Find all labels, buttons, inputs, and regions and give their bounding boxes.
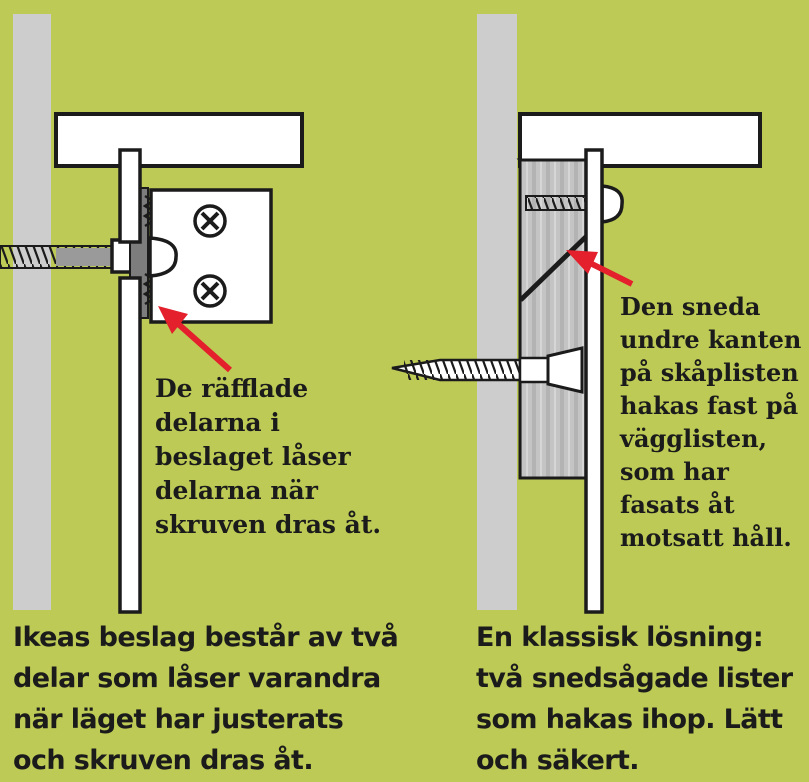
left-callout [155,372,381,542]
left-callout-line-5: skruven dras åt. [155,510,382,539]
right-callout-line-7: fasats åt [620,490,735,519]
right-callout-line-3: på skåplisten [620,358,799,387]
right-cabinet-top [520,114,760,166]
right-cabinet-side [586,150,602,612]
left-caption-line-3: när läget har justerats [13,704,344,735]
plate-screw-top-icon [195,206,225,236]
left-callout-line-2: delarna i [155,408,280,437]
right-caption [476,617,792,781]
right-callout-line-8: motsatt håll. [620,523,792,552]
left-callout-line-3: beslaget låser [155,442,351,471]
left-cabinet-side [120,150,140,242]
left-callout-line-1: De räfflade [155,374,309,403]
right-wall [477,14,517,610]
left-caption [13,617,398,781]
left-wall [13,14,51,610]
left-callout-line-4: delarna när [155,476,318,505]
left-cabinet-top [56,114,302,166]
right-caption-line-1: En klassisk lösning: [476,622,764,653]
right-callout-line-6: som har [620,457,729,486]
right-caption-line-4: och säkert. [476,745,639,776]
right-caption-line-2: två snedsågade lister [476,663,793,694]
right-callout-line-4: hakas fast på [620,391,799,420]
plate-screw-bottom-icon [195,276,225,306]
left-cabinet-side-lower [120,278,140,612]
left-caption-line-4: och skruven dras åt. [13,745,313,776]
right-callout [620,290,801,554]
left-caption-line-1: Ikeas beslag består av två [13,622,399,653]
right-callout-line-5: vägglisten, [620,424,767,453]
left-caption-line-2: delar som låser varandra [13,663,381,694]
right-callout-line-2: undre kanten [620,325,802,354]
right-caption-line-3: som hakas ihop. Lätt [476,704,783,735]
left-screw-head [150,238,176,276]
right-callout-line-1: Den sneda [620,292,761,321]
